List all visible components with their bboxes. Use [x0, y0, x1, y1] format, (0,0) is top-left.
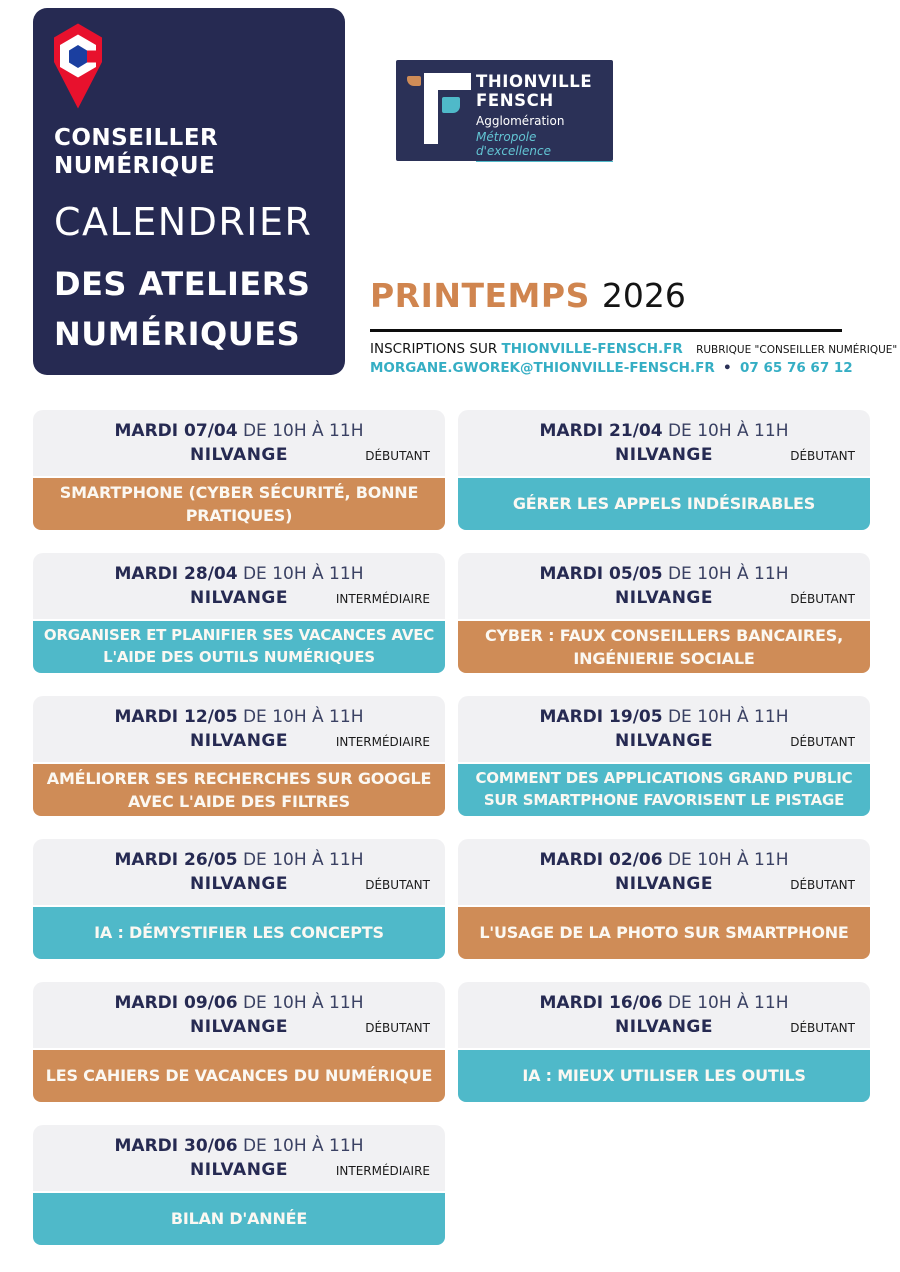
- workshop-location: NILVANGE: [190, 1160, 288, 1180]
- inscriptions-line1: [370, 341, 897, 357]
- workshop-card: [458, 839, 870, 959]
- workshop-datetime: [458, 707, 870, 727]
- workshop-level-badge: DÉBUTANT: [790, 1021, 855, 1035]
- workshop-time: DE 10H À 11H: [667, 993, 789, 1013]
- workshop-meta: [33, 874, 445, 894]
- workshop-header: [458, 982, 870, 1048]
- calendar-subtitle: [54, 260, 310, 359]
- workshop-datetime: [458, 850, 870, 870]
- workshop-header: [458, 696, 870, 762]
- workshop-datetime: [33, 1136, 445, 1156]
- workshop-date: MARDI 05/05: [539, 564, 663, 584]
- workshop-level-badge: INTERMÉDIAIRE: [335, 592, 430, 606]
- agglo-tagline: Métropole d'excellence: [476, 130, 613, 162]
- program-name-line2: NUMÉRIQUE: [54, 153, 216, 180]
- workshop-level-badge: DÉBUTANT: [365, 449, 430, 463]
- agglo-subtitle: Agglomération: [476, 113, 565, 128]
- workshop-time: DE 10H À 11H: [242, 993, 364, 1013]
- workshop-card: [33, 1125, 445, 1245]
- agglo-name-line2: FENSCH: [476, 91, 554, 111]
- workshop-header: [33, 696, 445, 762]
- workshop-header: [33, 1125, 445, 1191]
- workshop-header: [33, 839, 445, 905]
- workshop-title-band: [458, 1050, 870, 1102]
- workshop-header: [33, 553, 445, 619]
- logo-teal-square-icon: [442, 97, 460, 113]
- logo-orange-square-icon: [407, 76, 421, 86]
- workshops-grid: [33, 410, 870, 1245]
- workshop-time: DE 10H À 11H: [667, 564, 789, 584]
- workshop-level-badge: DÉBUTANT: [365, 878, 430, 892]
- workshop-header: [458, 839, 870, 905]
- workshop-time: DE 10H À 11H: [667, 421, 789, 441]
- workshop-title-band: [458, 478, 870, 530]
- calendar-subtitle-line2: NUMÉRIQUES: [54, 314, 301, 353]
- workshop-card: [33, 410, 445, 530]
- inscriptions-line2: [370, 360, 853, 376]
- workshop-level-badge: DÉBUTANT: [790, 735, 855, 749]
- workshop-datetime: [33, 707, 445, 727]
- workshop-title-band: [33, 907, 445, 959]
- agglo-name-line1: THIONVILLE: [476, 72, 593, 91]
- workshop-title: LES CAHIERS DE VACANCES DU NUMÉRIQUE: [45, 1066, 433, 1086]
- workshop-title-band: [458, 621, 870, 673]
- season-title: PRINTEMPS: [370, 276, 590, 315]
- agglo-logo: [396, 60, 613, 161]
- workshop-time: DE 10H À 11H: [242, 421, 364, 441]
- workshop-title-band: [33, 764, 445, 816]
- bullet-separator: •: [723, 360, 732, 376]
- workshop-header: [458, 410, 870, 476]
- workshop-card: [33, 982, 445, 1102]
- workshop-time: DE 10H À 11H: [242, 564, 364, 584]
- workshop-location: NILVANGE: [615, 731, 713, 751]
- workshop-time: DE 10H À 11H: [667, 850, 789, 870]
- workshop-datetime: [33, 850, 445, 870]
- workshop-level-badge: DÉBUTANT: [790, 878, 855, 892]
- workshop-title: IA : MIEUX UTILISER LES OUTILS: [522, 1066, 806, 1086]
- workshop-date: MARDI 30/06: [114, 1136, 238, 1156]
- workshop-card: [458, 982, 870, 1102]
- workshop-time: DE 10H À 11H: [242, 1136, 364, 1156]
- workshop-location: NILVANGE: [190, 588, 288, 608]
- workshop-datetime: [33, 564, 445, 584]
- workshop-location: NILVANGE: [190, 731, 288, 751]
- workshop-location: NILVANGE: [190, 445, 288, 465]
- workshop-title: ORGANISER ET PLANIFIER SES VACANCES AVEC L'AIDE DES OUTILS NUMÉRIQUES: [43, 626, 435, 666]
- workshop-title: SMARTPHONE (CYBER SÉCURITÉ, BONNE PRATIQUES): [59, 482, 419, 525]
- workshop-location: NILVANGE: [615, 1017, 713, 1037]
- workshop-date: MARDI 21/04: [539, 421, 663, 441]
- workshop-date: MARDI 16/06: [539, 993, 663, 1013]
- workshop-location: NILVANGE: [190, 874, 288, 894]
- workshop-title-band: [458, 764, 870, 816]
- website-link[interactable]: THIONVILLE-FENSCH.FR: [501, 341, 683, 357]
- divider-rule: [370, 329, 842, 332]
- workshop-time: DE 10H À 11H: [667, 707, 789, 727]
- workshop-meta: [33, 588, 445, 608]
- workshop-location: NILVANGE: [615, 874, 713, 894]
- workshop-card: [33, 553, 445, 673]
- workshop-date: MARDI 28/04: [114, 564, 238, 584]
- workshop-title: COMMENT DES APPLICATIONS GRAND PUBLIC SUR SMARTPHONE FAVORISENT LE PISTAGE: [475, 769, 853, 809]
- workshop-date: MARDI 09/06: [114, 993, 238, 1013]
- workshop-title: GÉRER LES APPELS INDÉSIRABLES: [512, 494, 816, 514]
- workshop-card: [458, 696, 870, 816]
- workshop-title: BILAN D'ANNÉE: [170, 1209, 308, 1229]
- workshop-date: MARDI 07/04: [114, 421, 238, 441]
- workshop-datetime: [458, 421, 870, 441]
- workshop-date: MARDI 12/05: [114, 707, 238, 727]
- workshop-card: [458, 410, 870, 530]
- workshop-title-band: [33, 621, 445, 673]
- workshop-title-band: [458, 907, 870, 959]
- brand-panel: [33, 8, 345, 375]
- workshop-date: MARDI 26/05: [114, 850, 238, 870]
- workshop-card: [458, 553, 870, 673]
- workshop-meta: [458, 588, 870, 608]
- workshop-card: [33, 696, 445, 816]
- workshop-location: NILVANGE: [190, 1017, 288, 1037]
- inscriptions-prefix: INSCRIPTIONS SUR: [370, 341, 498, 357]
- workshop-meta: [458, 874, 870, 894]
- workshop-date: MARDI 19/05: [539, 707, 663, 727]
- workshop-location: NILVANGE: [615, 588, 713, 608]
- workshop-datetime: [33, 421, 445, 441]
- workshop-title-band: [33, 1050, 445, 1102]
- workshop-meta: [33, 731, 445, 751]
- workshop-datetime: [33, 993, 445, 1013]
- workshop-meta: [458, 731, 870, 751]
- workshop-header: [458, 553, 870, 619]
- workshop-title: CYBER : FAUX CONSEILLERS BANCAIRES, INGÉNIERIE SOCIALE: [485, 625, 843, 668]
- program-name: [54, 124, 218, 180]
- agglo-logo-text: [476, 72, 613, 162]
- workshop-meta: [33, 1017, 445, 1037]
- workshop-level-badge: DÉBUTANT: [790, 592, 855, 606]
- workshop-card: [33, 839, 445, 959]
- season-year: 2026: [601, 276, 686, 315]
- workshop-title: IA : DÉMYSTIFIER LES CONCEPTS: [94, 923, 384, 943]
- program-name-line1: CONSEILLER: [54, 125, 219, 151]
- workshop-meta: [33, 1160, 445, 1180]
- workshop-time: DE 10H À 11H: [242, 707, 364, 727]
- workshop-level-badge: INTERMÉDIAIRE: [335, 735, 430, 749]
- phone-link[interactable]: 07 65 76 67 12: [739, 360, 853, 376]
- season-heading: [370, 276, 686, 315]
- workshop-header: [33, 410, 445, 476]
- workshop-title-band: [33, 1193, 445, 1245]
- workshop-header: [33, 982, 445, 1048]
- workshop-title: AMÉLIORER SES RECHERCHES SUR GOOGLE AVEC L'AIDE DES FILTRES: [46, 768, 432, 811]
- conseiller-numerique-pin-icon: [52, 22, 104, 110]
- email-link[interactable]: MORGANE.GWOREK@THIONVILLE-FENSCH.FR: [370, 360, 715, 376]
- agglo-name: [476, 72, 613, 111]
- workshop-datetime: [458, 564, 870, 584]
- workshop-title-band: [33, 478, 445, 530]
- workshop-level-badge: INTERMÉDIAIRE: [335, 1164, 430, 1178]
- workshop-level-badge: DÉBUTANT: [365, 1021, 430, 1035]
- workshop-date: MARDI 02/06: [539, 850, 663, 870]
- workshop-meta: [33, 445, 445, 465]
- workshop-title: L'USAGE DE LA PHOTO SUR SMARTPHONE: [479, 923, 849, 943]
- logo-f-stem-icon: [424, 73, 438, 144]
- calendar-subtitle-line1: DES ATELIERS: [54, 265, 311, 303]
- rubrique-note: RUBRIQUE "CONSEILLER NUMÉRIQUE": [696, 344, 898, 356]
- workshop-meta: [458, 1017, 870, 1037]
- workshop-datetime: [458, 993, 870, 1013]
- calendar-title: CALENDRIER: [54, 200, 313, 244]
- workshop-time: DE 10H À 11H: [242, 850, 364, 870]
- workshop-location: NILVANGE: [615, 445, 713, 465]
- workshop-meta: [458, 445, 870, 465]
- workshop-level-badge: DÉBUTANT: [790, 449, 855, 463]
